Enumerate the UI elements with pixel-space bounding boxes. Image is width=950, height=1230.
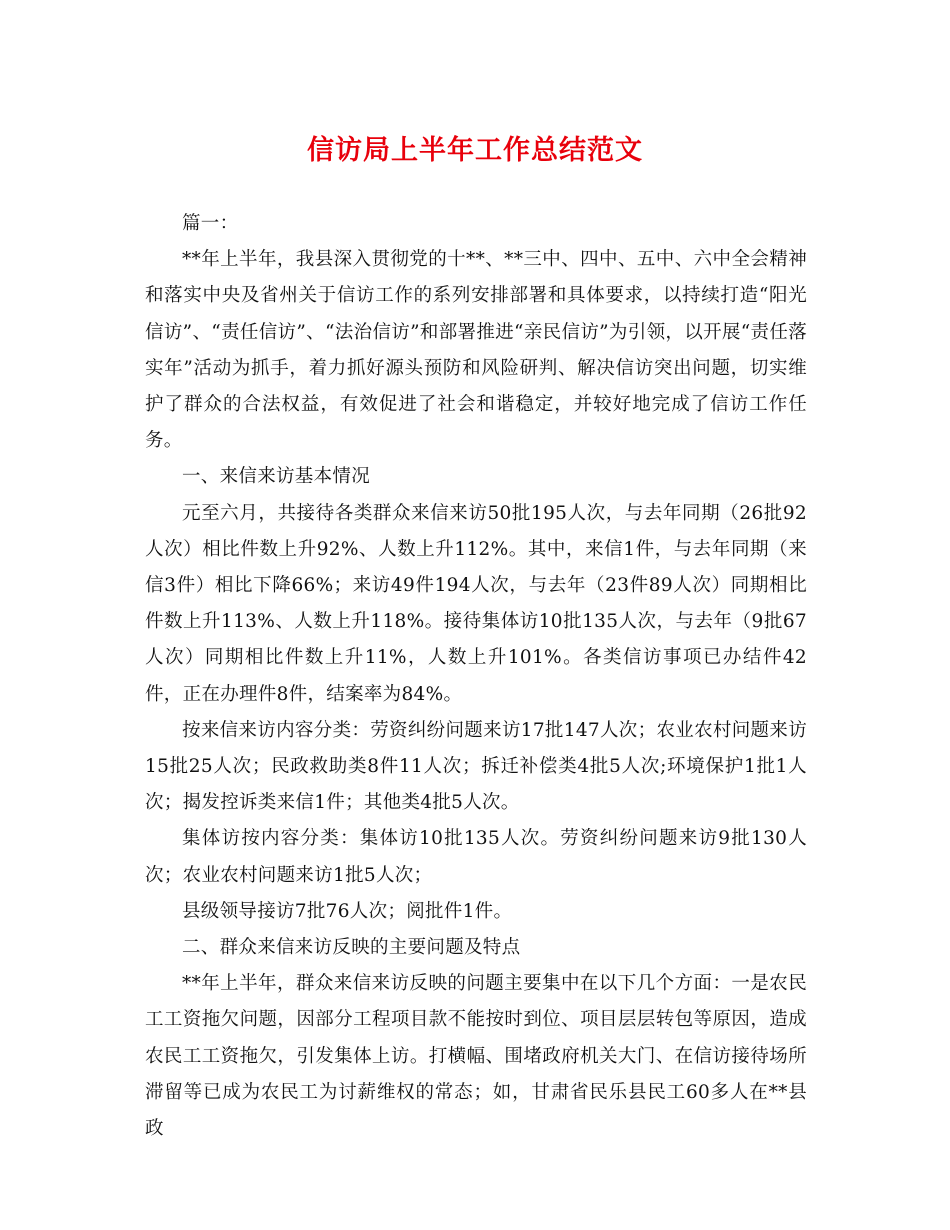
paragraph-section-label: 篇一： (182, 213, 239, 234)
paragraph-by-content: 按来信来访内容分类：劳资纠纷问题来访17批147人次；农业农村问题来访15批25人次；民政救助类8件11人次；拆迁补偿类4批5人次;环境保护1批1人次；揭发控诉类来信1件；其他类4批5人次。 (145, 719, 807, 814)
paragraph-intro: **年上半年，我县深入贯彻党的十**、**三中、四中、五中、六中全会精神和落实中央及省州关于信访工作的系列安排部署和具体要求，以持续打造“阳光信访”、“责任信访”、“法治信访”和部署推进“亲民信访”为引领，以开展“责任落实年”活动为抓手，着力抓好源头预防和风险研判、解决信访突出问题，切实维护了群众的合法权益，有效促进了社会和谐稳定，并较好地完成了信访工作任务。 (145, 249, 807, 452)
document-body (145, 206, 807, 1147)
paragraph-leader-reception: 县级领导接访7批76人次；阅批件1件。 (182, 900, 513, 922)
paragraph-collective-visits: 集体访按内容分类：集体访10批135人次。劳资纠纷问题来访9批130人次；农业农村问题来访1批5人次； (145, 828, 807, 886)
heading-basic-situation: 一、来信来访基本情况 (182, 466, 371, 488)
paragraph-main-issues: **年上半年，群众来信来访反映的问题主要集中在以下几个方面：一是农民工工资拖欠问题，因部分工程项目款不能按时到位、项目层层转包等原因，造成农民工工资拖欠，引发集体上访。打横幅、围堵政府机关大门、在信访接待场所滞留等已成为农民工为讨薪维权的常态；如，甘肃省民乐县民工60多人在**县政 (145, 973, 807, 1140)
heading-main-issues: 二、群众来信来访反映的主要问题及特点 (182, 937, 521, 959)
document-title: 信访局上半年工作总结范文 (307, 135, 643, 166)
paragraph-statistics: 元至六月，共接待各类群众来信来访50批195人次，与去年同期（26批92人次）相比件数上升92%、人数上升112%。其中，来信1件，与去年同期（来信3件）相比下降66%；来访49件194人次，与去年（23件89人次）同期相比件数上升113%、人数上升118%。接待集体访10批135人次，与去年（9批67人次）同期相比件数上升11%，人数上升101%。各类信访事项已办结件42件，正在办理件8件，结案率为84%。 (145, 502, 807, 705)
